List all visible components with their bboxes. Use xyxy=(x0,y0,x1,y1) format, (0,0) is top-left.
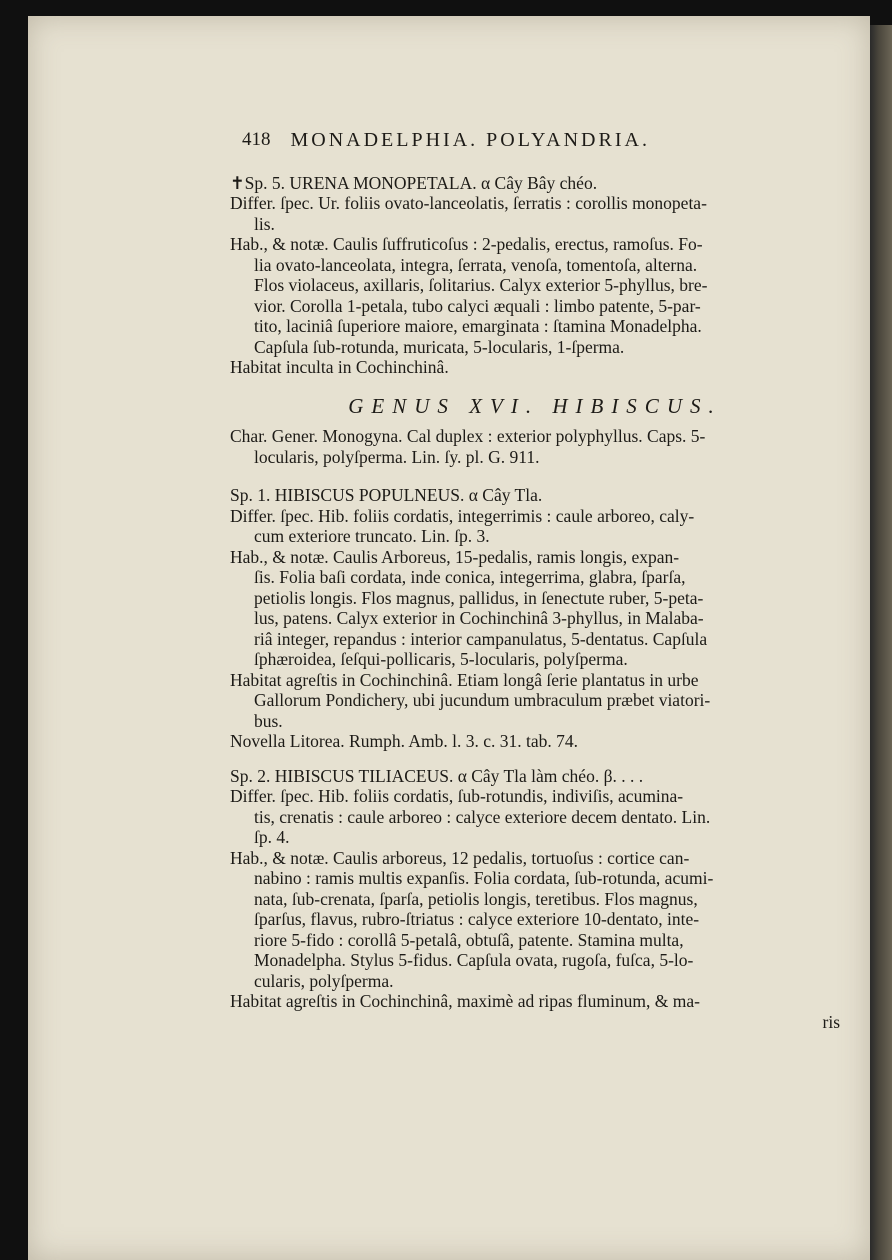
text-line: cularis, polyſperma. xyxy=(254,970,394,991)
text-line: petiolis longis. Flos magnus, pallidus, in ſenectute ruber, 5-peta- xyxy=(254,587,704,608)
text-line: Capſula ſub-rotunda, muricata, 5-locularis, 1-ſperma. xyxy=(254,336,625,357)
text-line: Habitat agreſtis in Cochinchinâ, maximè ad ripas fluminum, & ma- xyxy=(230,991,700,1011)
text-line: Gallorum Pondichery, ubi jucundum umbraculum præbet viatori- xyxy=(254,690,711,710)
text-line: vior. Corolla 1-petala, tubo calyci æquali : limbo patente, 5-par- xyxy=(254,295,701,316)
text-line: ſparſus, flavus, rubro-ſtriatus : calyce exteriore 10-dentato, inte- xyxy=(254,909,700,929)
page-edge xyxy=(870,25,892,1260)
text-line: Hab., & notæ. Caulis Arboreus, 15-pedalis, ramis longis, expan- xyxy=(230,546,680,567)
page-text xyxy=(230,130,840,1032)
text-line: Char. Gener. Monogyna. Cal duplex : exterior polyphyllus. Caps. 5- xyxy=(230,426,706,446)
spacer xyxy=(230,752,840,766)
text-line: nabino : ramis multis expanſis. Folia cordata, ſub-rotunda, acumi- xyxy=(254,868,714,888)
spacer xyxy=(230,467,840,485)
text-line: riore 5-fido : corollâ 5-petalâ, obtuſâ, patente. Stamina multa, xyxy=(254,929,684,950)
text-line: ſp. 4. xyxy=(254,827,290,847)
catchword: ris xyxy=(822,1011,840,1032)
genus-title: GENUS XVI. HIBISCUS. xyxy=(348,393,722,418)
text-line: locularis, polyſperma. Lin. ſy. pl. G. 911. xyxy=(254,446,540,467)
running-header xyxy=(230,130,840,151)
text-line: Hab., & notæ. Caulis ſuffruticoſus : 2-pedalis, erectus, ramoſus. Fo- xyxy=(230,234,703,254)
text-line: lis. xyxy=(254,213,275,234)
text-line: Hab., & notæ. Caulis arboreus, 12 pedalis, tortuoſus : cortice can- xyxy=(230,847,690,868)
text-line: Habitat agreſtis in Cochinchinâ. Etiam longâ ſerie plantatus in urbe xyxy=(230,669,699,690)
text-line: Differ. ſpec. Hib. foliis cordatis, integerrimis : caule arboreo, caly- xyxy=(230,505,695,526)
text-line: tito, laciniâ ſuperiore maiore, emarginata : ſtamina Monadelpha. xyxy=(254,316,702,336)
text-line: Flos violaceus, axillaris, ſolitarius. Calyx exterior 5-phyllus, bre- xyxy=(254,275,708,295)
running-title: MONADELPHIA. POLYANDRIA. xyxy=(290,129,650,151)
text-line: ſphæroidea, ſeſqui-pollicaris, 5-locularis, polyſperma. xyxy=(254,649,628,669)
text-line: nata, ſub-crenata, ſparſa, petiolis longis, teretibus. Flos magnus, xyxy=(254,888,698,909)
text-line: Habitat inculta in Cochinchinâ. xyxy=(230,357,449,377)
text-line: bus. xyxy=(254,710,283,731)
text-line: Novella Litorea. Rumph. Amb. l. 3. c. 31. tab. 74. xyxy=(230,731,579,751)
text-line: ſis. Folia baſi cordata, inde conica, integerrima, glabra, ſparſa, xyxy=(254,567,686,587)
page-number: 418 xyxy=(242,129,271,150)
text-line: lia ovato-lanceolata, integra, ſerrata, venoſa, tomentoſa, alterna. xyxy=(254,254,698,275)
text-line: Sp. 2. HIBISCUS TILIACEUS. α Cây Tla làm chéo. β. . . . xyxy=(230,765,644,786)
text-line: Monadelpha. Stylus 5-fidus. Capſula ovata, rugoſa, fuſca, 5-lo- xyxy=(254,950,694,970)
text-line: lus, patens. Calyx exterior in Cochinchinâ 3-phyllus, in Malaba- xyxy=(254,608,704,628)
text-line: cum exteriore truncato. Lin. ſp. 3. xyxy=(254,526,490,546)
text-line: tis, crenatis : caule arboreo : calyce exteriore decem dentato. Lin. xyxy=(254,806,711,827)
text-line: riâ integer, repandus : interior campanulatus, 5-dentatus. Capſula xyxy=(254,628,708,649)
text-line: Sp. 1. HIBISCUS POPULNEUS. α Cây Tla. xyxy=(230,485,543,505)
text-line: Differ. ſpec. Ur. foliis ovato-lanceolatis, ſerratis : corollis monopeta- xyxy=(230,193,707,213)
text-line: ✝Sp. 5. URENA MONOPETALA. α Cây Bây chéo. xyxy=(230,172,598,193)
text-line: Differ. ſpec. Hib. foliis cordatis, ſub-rotundis, indiviſis, acumina- xyxy=(230,786,684,806)
